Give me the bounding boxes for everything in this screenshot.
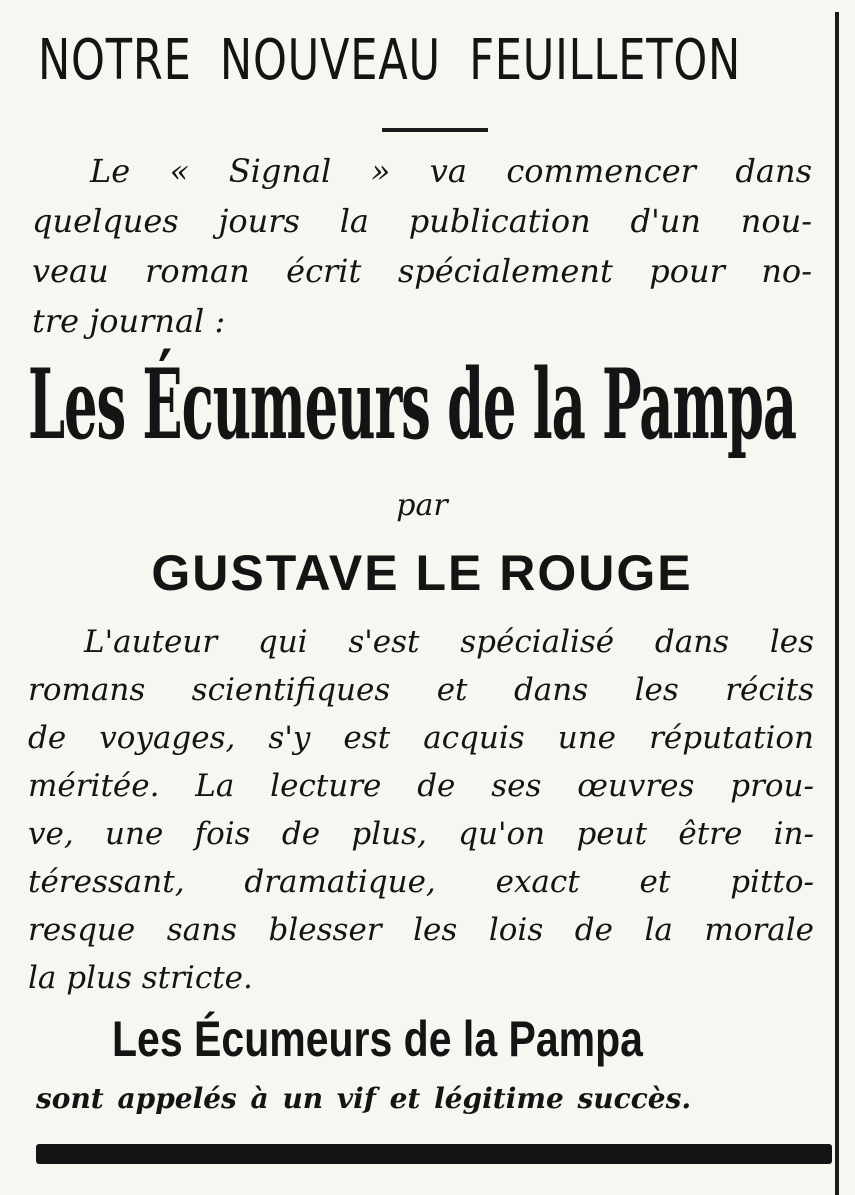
headline-divider [382, 128, 488, 132]
author-name: GUSTAVE LE ROUGE [151, 545, 693, 601]
description-line: ve, une fois de plus, qu'on peut être in- [28, 816, 814, 852]
description-line: L'auteur qui s'est spécialisé dans les [84, 624, 814, 660]
novel-title: Les Écumeurs de la Pampa [28, 348, 797, 461]
description-line: de voyages, s'y est acquis une réputation [28, 720, 814, 756]
intro-line: tre journal : [32, 302, 226, 340]
description-line: resque sans blesser les lois de la morale [28, 912, 814, 948]
closing-title: Les Écumeurs de la Pampa [112, 1011, 643, 1067]
description-line: méritée. La lecture de ses œuvres prou- [28, 768, 814, 804]
by-label: par [396, 488, 448, 523]
description-line: la plus stricte. [28, 960, 253, 996]
headline: NOTRE NOUVEAU FEUILLETON [38, 28, 742, 93]
description-line: téressant, dramatique, exact et pitto- [28, 864, 814, 900]
intro-line: Le « Signal » va commencer dans [90, 152, 812, 190]
intro-line: veau roman écrit spécialement pour no- [32, 252, 812, 290]
intro-paragraph [32, 146, 812, 346]
bottom-divider [36, 1144, 832, 1164]
closing-line: sont appelés à un vif et légitime succès. [36, 1082, 692, 1115]
description-paragraph [28, 618, 814, 1002]
column-rule [835, 12, 839, 1195]
description-line: romans scientifiques et dans les récits [28, 672, 814, 708]
intro-line: quelques jours la publication d'un nou- [32, 202, 812, 240]
